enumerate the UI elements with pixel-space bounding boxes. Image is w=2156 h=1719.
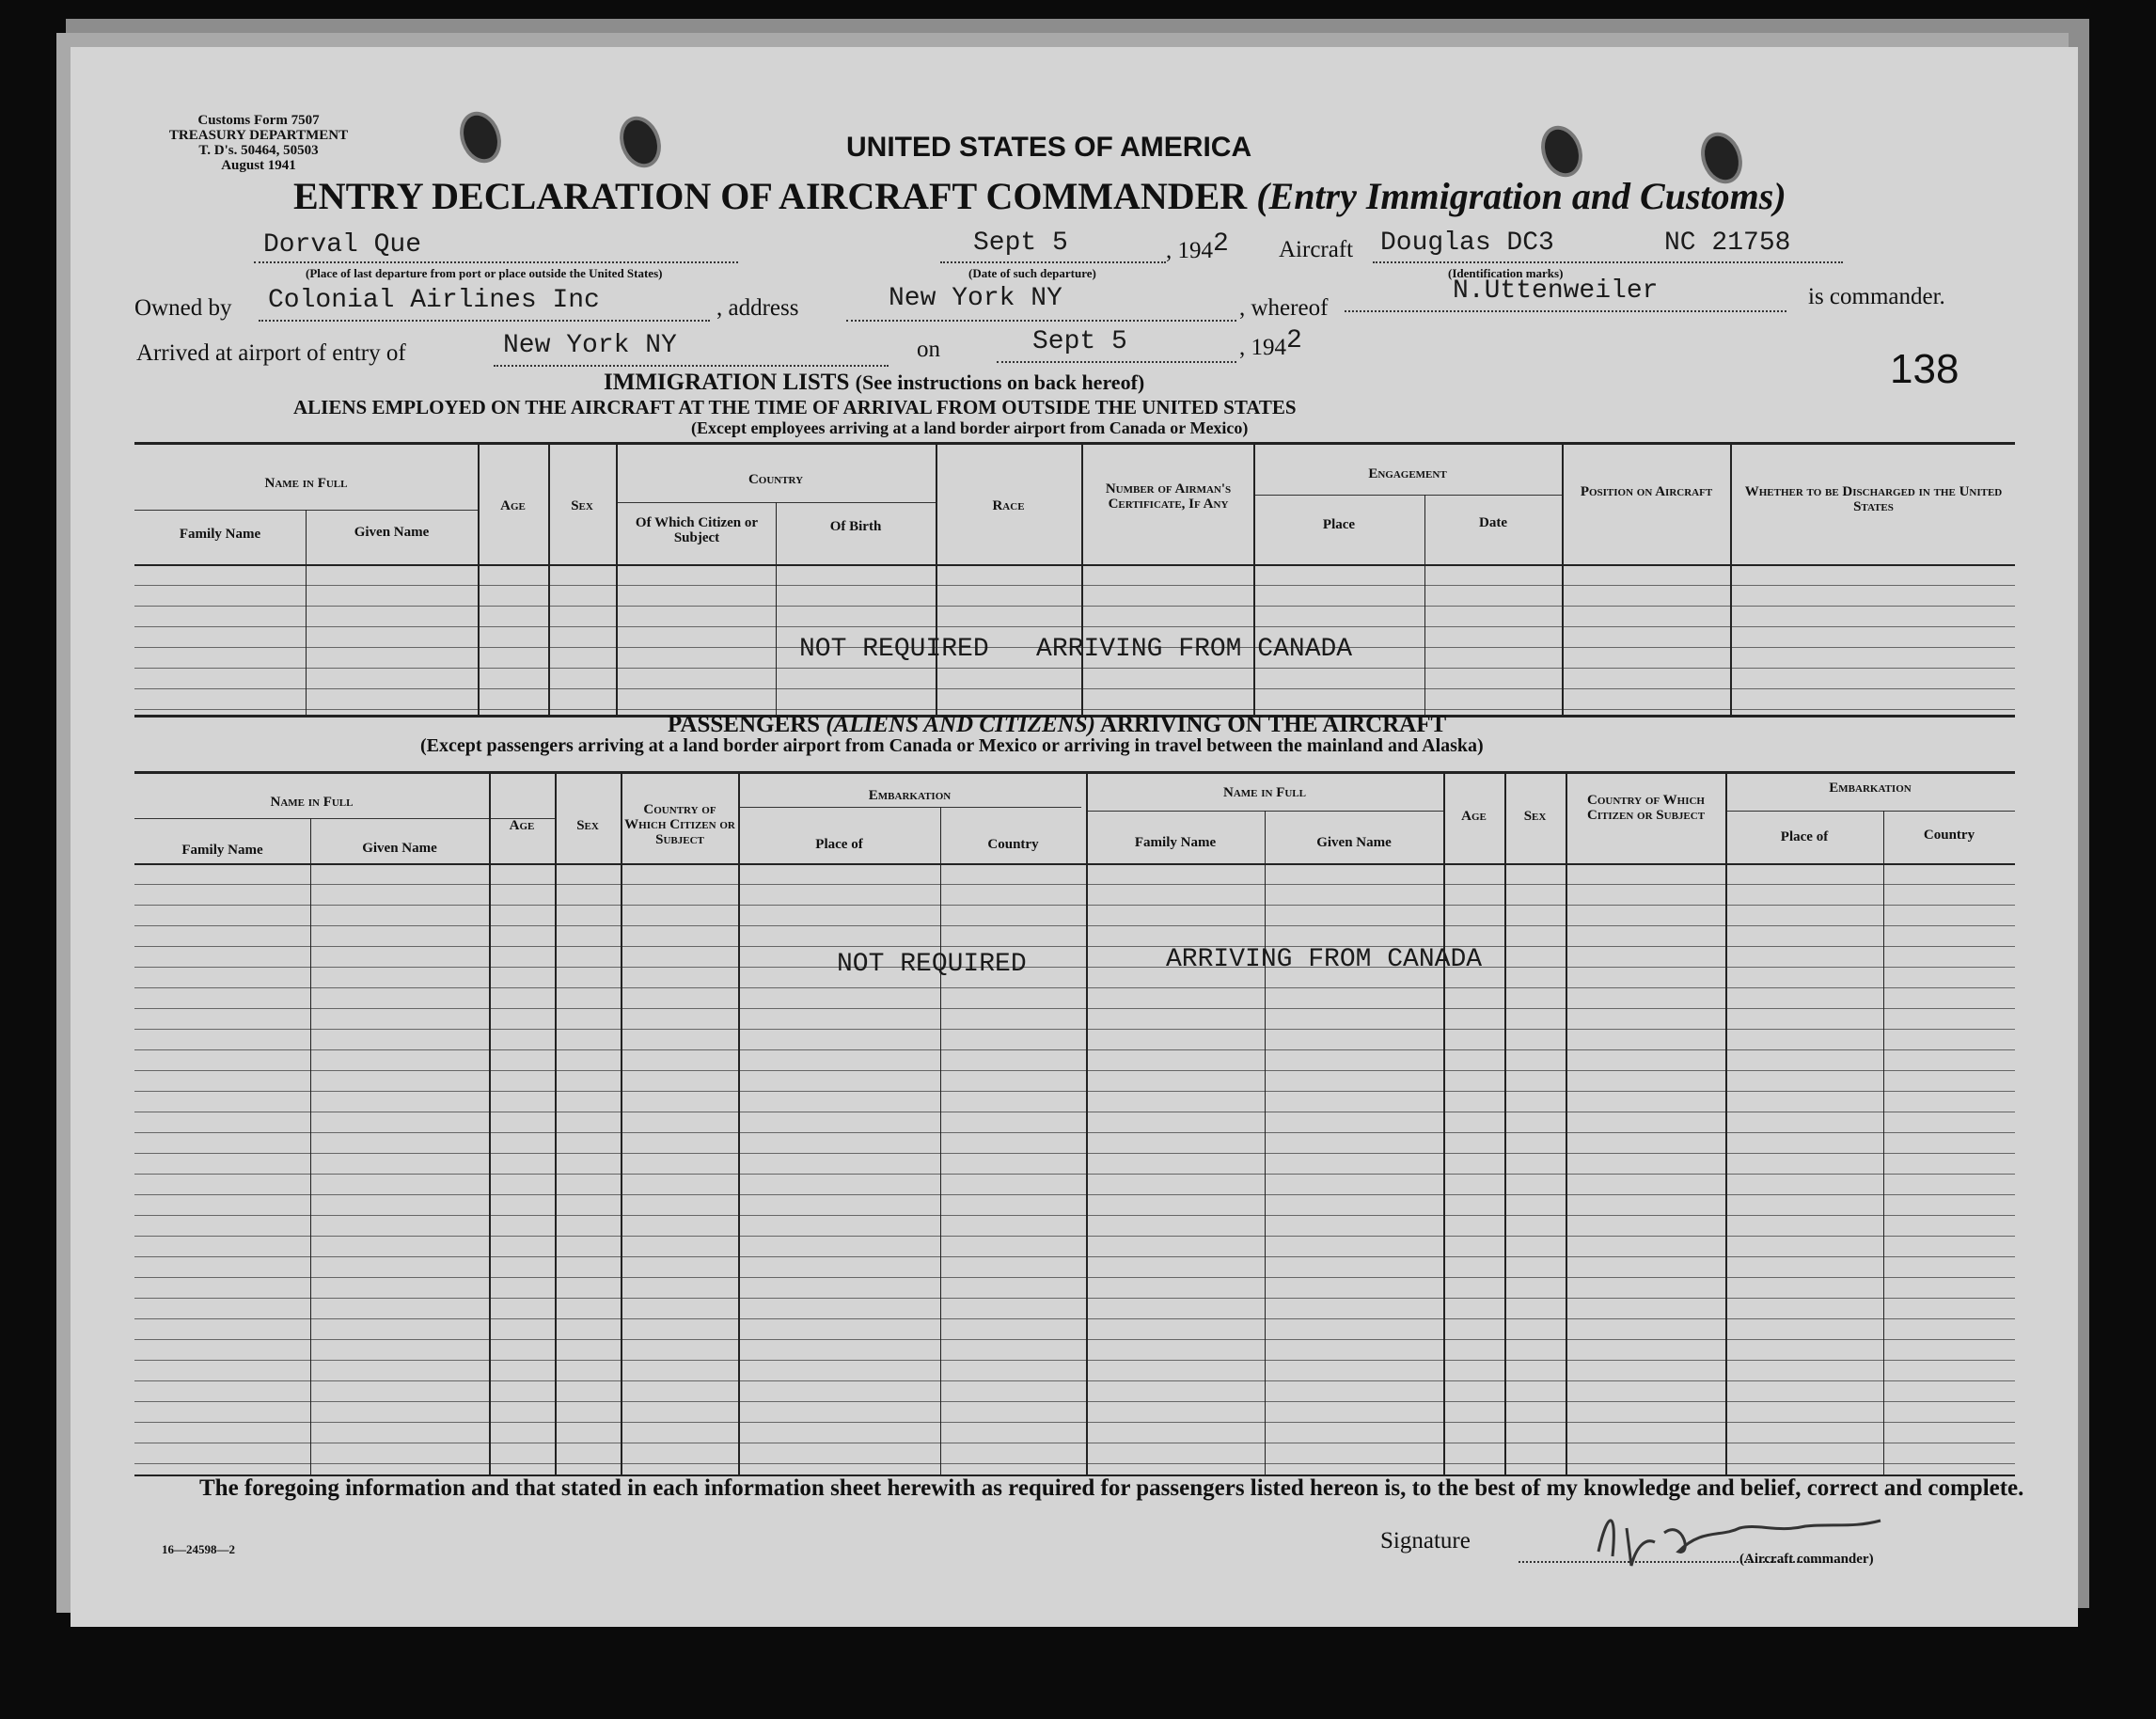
table-row-line [134,1049,2015,1050]
table2-col-line [1443,771,1445,1475]
aircraft-id-caption: (Identification marks) [1448,266,1564,280]
table1-col-line [548,442,550,715]
table-row-line [134,1380,2015,1381]
table-row-line [134,1091,2015,1092]
departure-year: , 1942 [1166,229,1229,263]
immigration-subtitle: ALIENS EMPLOYED ON THE AIRCRAFT AT THE TIME OF ARRIVAL FROM OUTSIDE THE UNITED STATES [293,396,1297,418]
t1-place: Place [1322,517,1356,532]
table1-col-line [1730,442,1732,715]
table2-col-line [1504,771,1506,1475]
t2-country: Country [987,837,1039,852]
t2-age: Age [509,818,535,833]
aircraft-id-value: NC 21758 [1664,229,1791,258]
immigration-lists-heading [604,370,1144,396]
departure-place-caption: (Place of last departure from port or place outside the United States) [306,266,663,280]
on-label: on [917,337,940,362]
table-row-line [134,1194,2015,1195]
table-row-line [134,967,2015,968]
owned-by-label: Owned by [134,295,232,321]
table-row-line [134,688,2015,689]
table-row-line [134,905,2015,906]
t1-given-name: Given Name [354,525,430,540]
print-code: 16—24598—2 [162,1542,235,1556]
table2-col-line [1086,771,1088,1475]
certification-statement: The foregoing information and that stated in each information sheet herewith as required for passengers listed hereon is, to the best of my knowledge and belief, correct and complete. [199,1475,2024,1501]
table1-top-border [134,442,2015,445]
table2-col-line [555,771,557,1475]
table2-col-line [1265,811,1266,1475]
t1-position: Position on Aircraft [1580,484,1713,499]
table2-col-line [489,771,491,1475]
table2-header-bottom [134,863,2015,865]
table2-col-line [1883,811,1884,1475]
owner-value: Colonial Airlines Inc [268,286,600,315]
table-row-line [134,1132,2015,1133]
table-row-line [134,606,2015,607]
table-row-line [134,1360,2015,1361]
t2-sex-right: Sex [1523,809,1547,824]
table-row-line [134,925,2015,926]
table2-col-line [940,807,941,1475]
table2-top-border [134,771,2015,774]
table2-col-line [1725,771,1727,1475]
departure-date-value: Sept 5 [973,229,1068,258]
t1-country: Country [748,472,804,487]
t2-name-in-full: Name in Full [270,795,354,810]
table1-col-line [1081,442,1083,715]
country-title: UNITED STATES OF AMERICA [846,132,1252,163]
immigration-title-note: (See instructions on back hereof) [855,371,1145,394]
t2-embarkation-right: Embarkation [1829,781,1912,796]
departure-date-line [940,261,1166,263]
t2-name-in-full-right: Name in Full [1222,785,1306,800]
form-title-main: ENTRY DECLARATION OF AIRCRAFT COMMANDER [293,175,1248,217]
arrival-year [1239,326,1302,363]
arrival-date-value: Sept 5 [1032,327,1127,356]
table-row-line [134,987,2015,988]
aircraft-label: Aircraft [1279,237,1354,262]
table-row-line [134,1029,2015,1030]
departure-date-caption: (Date of such departure) [968,266,1096,280]
table1-col-line [1562,442,1564,715]
t2-country-right: Country [1923,828,1975,843]
signature-caption: (Aircraft commander) [1739,1552,1874,1567]
t1-of-birth: Of Birth [829,519,882,534]
table1-col-line [478,442,480,715]
commander-value: N.Uttenweiler [1453,276,1659,306]
aircraft-line [1373,261,1843,263]
t2-embarkation: Embarkation [868,788,952,803]
table2-col-line [310,818,311,1475]
passengers-title-rest: ARRIVING ON THE AIRCRAFT [1099,712,1447,737]
table-row-line [134,1236,2015,1237]
t2-sex: Sex [576,818,599,833]
passengers-heading [668,712,1446,738]
arrival-year-prefix: , 194 [1239,335,1286,360]
t1-date: Date [1479,515,1507,530]
table-row-line [134,1070,2015,1071]
address-value: New York NY [889,284,1062,313]
t1-family-name: Family Name [179,527,261,542]
departure-place-value: Dorval Que [263,230,422,260]
t1-sex: Sex [571,498,593,513]
t2-age-right: Age [1461,809,1487,824]
table1-header-divider [1253,495,1562,496]
address-label: , address [716,295,799,321]
t2-family-name-right: Family Name [1134,835,1217,850]
t1-typed-note: NOT REQUIRED ARRIVING FROM CANADA [799,635,1353,664]
t1-race: Race [992,498,1025,513]
t2-country-citizen: Country of Which Citizen or Subject [624,802,735,847]
form-title [293,174,1786,218]
table-row-line [134,1318,2015,1319]
form-date: August 1941 [221,158,296,173]
form-id-block [127,113,390,173]
arrival-airport-value: New York NY [503,331,677,360]
form-title-sub: (Entry Immigration and Customs) [1256,175,1786,217]
table2-col-line [738,771,740,1475]
passengers-title-italic: (ALIENS AND CITIZENS) [826,712,1095,737]
t1-certificate: Number of Airman's Certificate, If Any [1105,481,1232,512]
t2-country-citizen-right: Country of Which Citizen or Subject [1586,793,1706,823]
arrival-year-digit: 2 [1286,326,1302,355]
immigration-subnote: (Except employees arriving at a land border airport from Canada or Mexico) [691,418,1249,437]
t1-age: Age [500,498,526,513]
table1-col-line [936,442,937,715]
whereof-label: , whereof [1239,295,1329,321]
department: TREASURY DEPARTMENT [168,128,349,143]
treasury-decisions: T. D's. 50464, 50503 [198,143,319,158]
table1-header-bottom [134,564,2015,566]
table-row-line [134,1215,2015,1216]
form-number: Customs Form 7507 [197,113,320,128]
t2-given-name: Given Name [362,841,437,856]
year-digit: 2 [1213,229,1229,259]
commander-line [1345,310,1786,312]
passengers-title: PASSENGERS [668,712,821,737]
t2-typed-note-left: NOT REQUIRED [837,950,1027,979]
year-prefix: 194 [1177,238,1213,263]
table-row-line [134,1422,2015,1423]
table2-header-divider [1725,811,2015,812]
table-row-line [134,1153,2015,1154]
table-row-line [134,1008,2015,1009]
t2-place-of: Place of [815,837,863,852]
table-row-line [134,626,2015,627]
table-row-line [134,668,2015,669]
table-row-line [134,946,2015,947]
signature-label: Signature [1380,1528,1471,1553]
table2-col-line [621,771,622,1475]
t1-citizen-of: Of Which Citizen or Subject [635,515,759,545]
table-row-line [134,1401,2015,1402]
table2-header-divider [738,807,1081,808]
owner-line [259,320,710,322]
t1-discharged: Whether to be Discharged in the United States [1744,484,2003,514]
table-row-line [134,1463,2015,1464]
table-row-line [134,585,2015,586]
table-row-line [134,1298,2015,1299]
t2-place-of-right: Place of [1780,829,1829,844]
t1-engagement: Engagement [1368,466,1447,481]
immigration-title: IMMIGRATION LISTS [604,370,850,395]
table-row-line [134,709,2015,710]
arrival-date-line [997,361,1236,363]
table-row-line [134,1174,2015,1175]
t2-typed-note-right: ARRIVING FROM CANADA [1166,945,1483,974]
table-row-line [134,1256,2015,1257]
table-row-line [134,1339,2015,1340]
table2-col-line [1566,771,1567,1475]
aircraft-value: Douglas DC3 [1380,229,1554,258]
page-number: 138 [1890,346,1959,392]
arrived-label: Arrived at airport of entry of [136,340,406,366]
address-line [846,320,1236,322]
table-row-line [134,1277,2015,1278]
t1-name-in-full: Name in Full [264,476,348,491]
departure-place-line [254,261,738,263]
t2-family-name: Family Name [181,843,263,858]
table1-col-line [306,510,307,715]
t2-given-name-right: Given Name [1316,835,1392,850]
arrival-airport-line [494,365,889,367]
table-row-line [134,884,2015,885]
passengers-subnote: (Except passengers arriving at a land border airport from Canada or Mexico or arriving in travel between the mainland and Alaska) [420,735,1484,756]
is-commander-label: is commander. [1808,284,1945,309]
table1-col-line [1253,442,1255,715]
